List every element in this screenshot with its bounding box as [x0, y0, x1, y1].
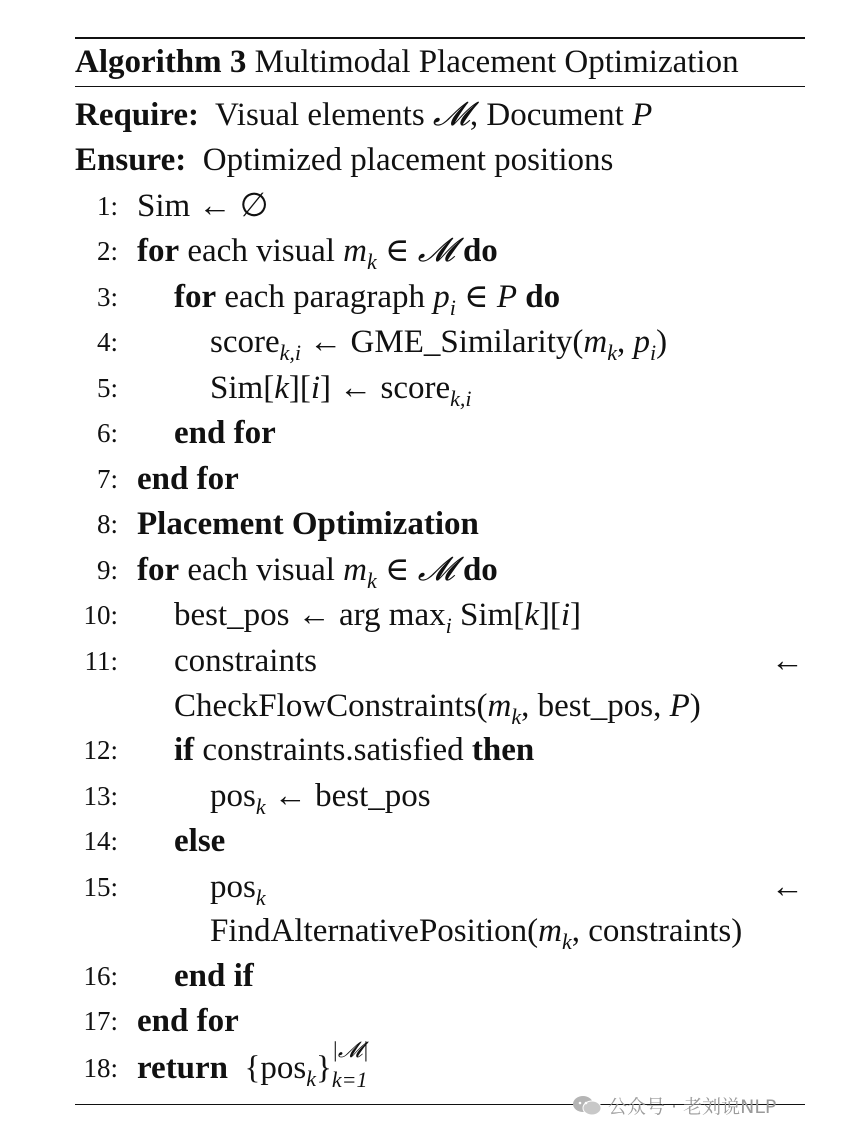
- algo-line-2: 2: for each visual $m_k$ ∈ 𝓜 do: [96, 233, 498, 274]
- algo-line-10: 10: best_pos ← arg $\max_i Sim[k][i]$: [83, 597, 581, 638]
- algo-line-9: 9: for each visual $m_k$ ∈ 𝓜 do: [96, 552, 498, 593]
- algo-line-12: 12: if constraints.satisfied then: [83, 732, 535, 768]
- algo-line-5: 5: Sim[k][i] ← score$_{k,i}$: [96, 370, 472, 411]
- require-line: Require: Visual elements 𝓜, Document P: [75, 97, 653, 133]
- algo-line-13: 13: pos$_k$ ← best_pos: [83, 778, 431, 819]
- watermark-text: 公众号 · 老刘说NLP: [608, 1096, 777, 1118]
- algo-line-11: 11: constraints ←: [84, 643, 804, 679]
- ensure-line: Ensure: Optimized placement positions: [75, 142, 614, 178]
- caption-rule: [75, 86, 805, 87]
- algo-line-7: 7: end for: [96, 461, 239, 497]
- algorithm-label: Algorithm 3: [75, 44, 247, 80]
- algo-line-3: 3: for each paragraph $p_i$ ∈ P do: [96, 279, 561, 320]
- algo-line-14: 14: else: [83, 823, 226, 859]
- watermark: [572, 1092, 776, 1119]
- algo-line-15-cont: $FindAlternativePosition(m_k$, constraints): [210, 913, 743, 954]
- algo-line-8: 8: Placement Optimization: [96, 506, 479, 542]
- algo-line-4: 4: score$_{k,i}$ ← $GME\_Similarity(m_k$, $p_i$): [96, 324, 668, 365]
- algo-line-1: 1: Sim ← ∅: [96, 188, 269, 224]
- algo-line-11-cont: $CheckFlowConstraints(m_k$, best_pos, P): [174, 688, 701, 729]
- algorithm-caption: [75, 40, 739, 84]
- algo-line-16: 16: end if: [83, 958, 254, 994]
- wechat-icon: [572, 1095, 602, 1117]
- algorithm-title: Multimodal Placement Optimization: [254, 44, 739, 80]
- algo-line-6: 6: end for: [96, 415, 276, 451]
- algo-line-17: 17: end for: [83, 1003, 239, 1039]
- top-rule: [75, 37, 805, 39]
- algo-line-18: 18: return {pos$_k$} |𝓜| k=1: [83, 1037, 369, 1092]
- algo-line-15: 15: pos$_k$ ←: [83, 869, 804, 910]
